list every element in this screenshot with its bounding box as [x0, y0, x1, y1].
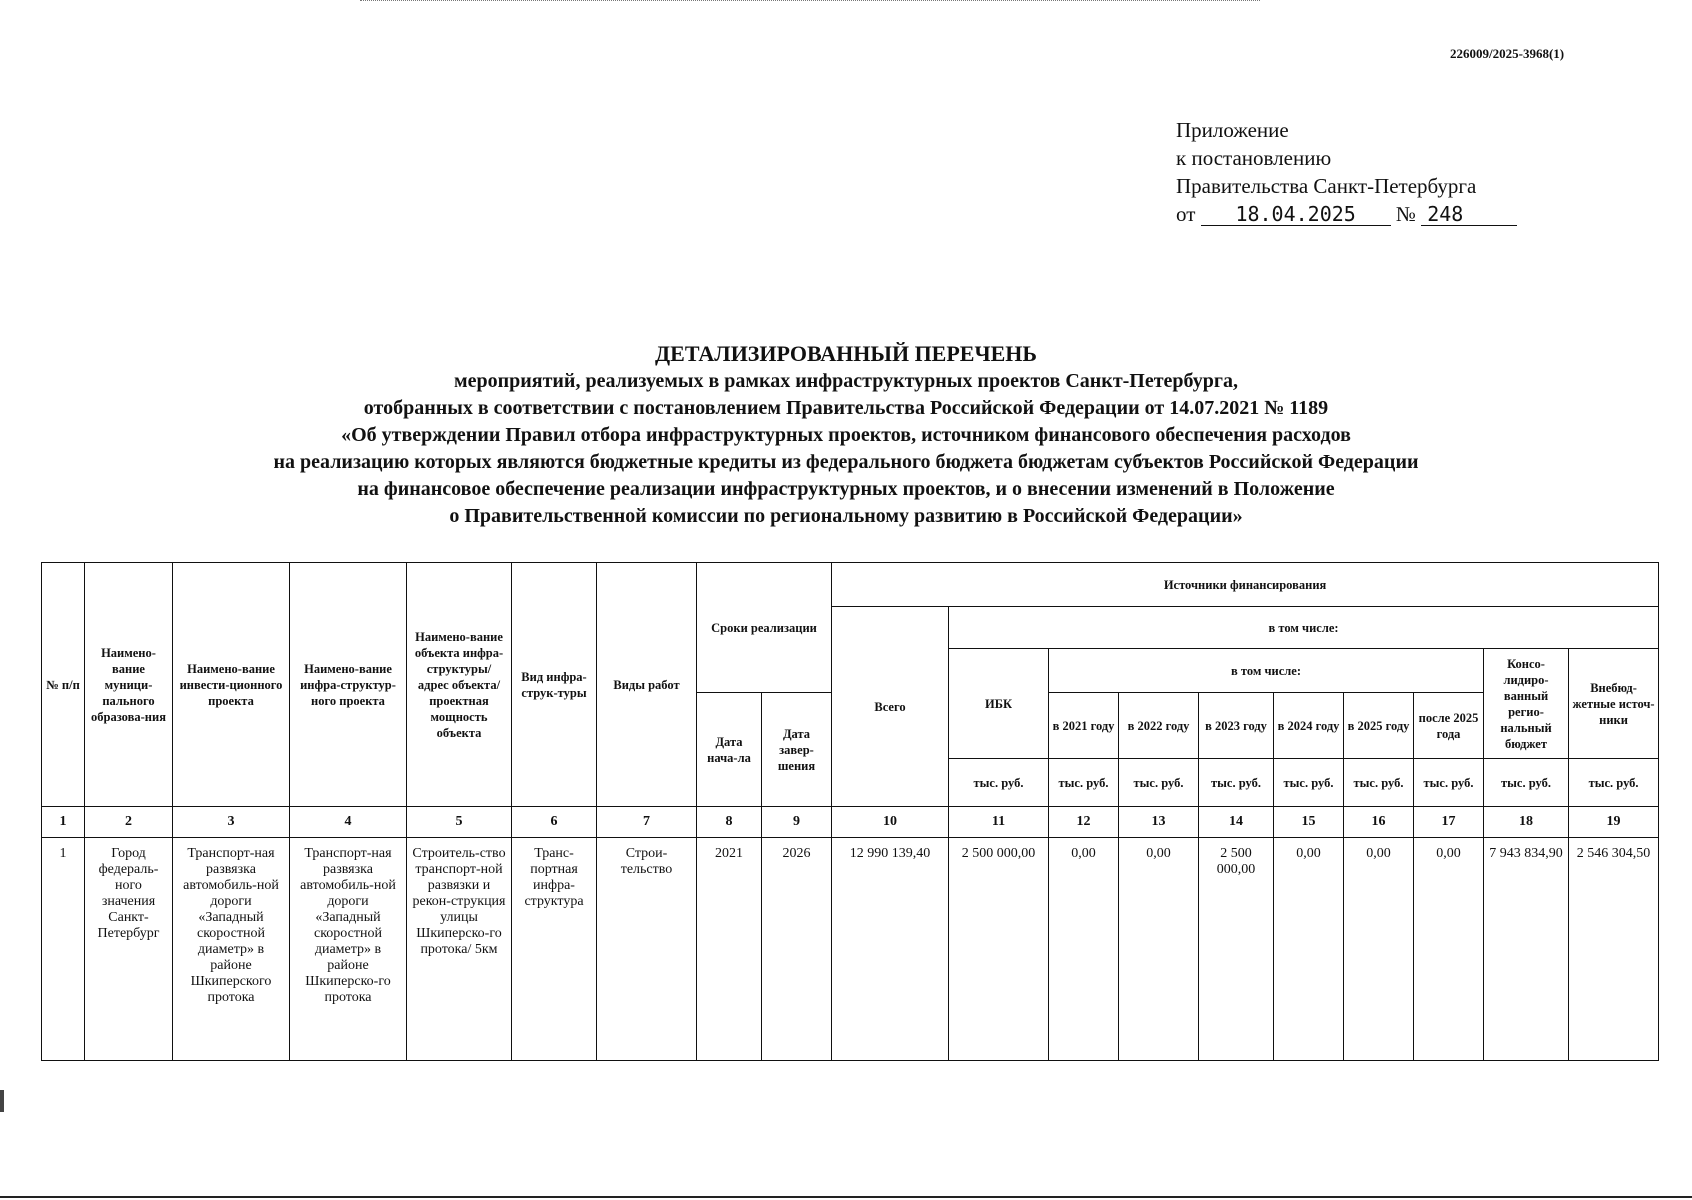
cell-object: Строитель-ство транспорт-ной развязки и рекон-струкция улицы Шкиперско-го протока/ 5км — [407, 838, 512, 1061]
header-object: Наимено-вание объекта инфра-структуры/ адрес объекта/ проектная мощность объекта — [407, 563, 512, 807]
cell-num: 1 — [42, 838, 85, 1061]
header-including: в том числе: — [949, 607, 1659, 649]
unit-ibk: тыс. руб. — [949, 759, 1049, 807]
header-infra-type: Вид инфра-струк-туры — [512, 563, 597, 807]
title-line-3: «Об утверждении Правил отбора инфраструктурных проектов, источником финансового обеспечения расходов — [341, 424, 1351, 446]
cell-2025: 0,00 — [1344, 838, 1414, 1061]
unit-2021: тыс. руб. — [1049, 759, 1119, 807]
cell-investment-project: Транспорт-ная развязка автомобиль-ной дороги «Западный скоростной диаметр» в районе Шкиперского протока — [173, 838, 290, 1061]
col-num-18: 18 — [1484, 807, 1569, 838]
from-label: от — [1176, 202, 1196, 226]
header-consolidated-budget: Консо-лидиро-ванный регио-нальный бюджет — [1484, 649, 1569, 759]
decree-number: 248 — [1421, 203, 1517, 226]
appendix-block — [1176, 116, 1556, 228]
title-line-1: мероприятий, реализуемых в рамках инфраструктурных проектов Санкт-Петербурга, — [453, 370, 1239, 392]
col-num-7: 7 — [597, 807, 697, 838]
col-num-8: 8 — [697, 807, 762, 838]
col-num-11: 11 — [949, 807, 1049, 838]
header-including-2: в том числе: — [1049, 649, 1484, 693]
header-end-date: Дата завер-шения — [762, 693, 832, 807]
cell-infra-project: Транспорт-ная развязка автомобиль-ной дороги «Западный скоростной диаметр» в районе Шкиперско-го протока — [290, 838, 407, 1061]
appendix-line-3: Правительства Санкт-Петербурга — [1176, 174, 1477, 198]
header-terms: Сроки реализации — [697, 563, 832, 693]
cell-ibk: 2 500 000,00 — [949, 838, 1049, 1061]
header-year-2021: в 2021 году — [1049, 693, 1119, 759]
appendix-line-2: к постановлению — [1176, 146, 1332, 170]
col-num-4: 4 — [290, 807, 407, 838]
header-after-2025: после 2025 года — [1414, 693, 1484, 759]
cell-extrabudgetary: 2 546 304,50 — [1569, 838, 1659, 1061]
col-num-1: 1 — [42, 807, 85, 838]
col-num-12: 12 — [1049, 807, 1119, 838]
unit-extrabudgetary: тыс. руб. — [1569, 759, 1659, 807]
unit-after-2025: тыс. руб. — [1414, 759, 1484, 807]
cell-work-type: Строи-тельство — [597, 838, 697, 1061]
document-title — [40, 340, 1652, 530]
col-num-16: 16 — [1344, 807, 1414, 838]
cell-2023: 2 500 000,00 — [1199, 838, 1274, 1061]
registration-number: 226009/2025-3968(1) — [1450, 46, 1565, 61]
header-extrabudgetary: Внебюд-жетные источ-ники — [1569, 649, 1659, 759]
projects-table — [41, 562, 1659, 1061]
col-num-14: 14 — [1199, 807, 1274, 838]
col-num-10: 10 — [832, 807, 949, 838]
header-num: № п/п — [42, 563, 85, 807]
unit-2023: тыс. руб. — [1199, 759, 1274, 807]
cell-infra-type: Транс-портная инфра-структура — [512, 838, 597, 1061]
header-year-2025: в 2025 году — [1344, 693, 1414, 759]
header-sources: Источники финансирования — [832, 563, 1659, 607]
col-num-6: 6 — [512, 807, 597, 838]
number-label: № — [1395, 202, 1416, 226]
header-total: Всего — [832, 607, 949, 807]
header-infra-project: Наимено-вание инфра-структур-ного проекта — [290, 563, 407, 807]
title-main: ДЕТАЛИЗИРОВАННЫЙ ПЕРЕЧЕНЬ — [655, 341, 1037, 366]
header-investment-project: Наимено-вание инвести-ционного проекта — [173, 563, 290, 807]
unit-consolidated: тыс. руб. — [1484, 759, 1569, 807]
col-num-2: 2 — [85, 807, 173, 838]
cell-after-2025: 0,00 — [1414, 838, 1484, 1061]
title-line-5: на финансовое обеспечение реализации инфраструктурных проектов, и о внесении изменений в Положение — [357, 478, 1335, 500]
header-year-2024: в 2024 году — [1274, 693, 1344, 759]
unit-2022: тыс. руб. — [1119, 759, 1199, 807]
col-num-3: 3 — [173, 807, 290, 838]
cell-total: 12 990 139,40 — [832, 838, 949, 1061]
scan-top-artifact — [360, 0, 1260, 3]
cell-municipality: Город федераль-ного значения Санкт-Петербург — [85, 838, 173, 1061]
header-municipality: Наимено-вание муници-пального образова-ния — [85, 563, 173, 807]
col-num-19: 19 — [1569, 807, 1659, 838]
header-start-date: Дата нача-ла — [697, 693, 762, 807]
cell-consolidated: 7 943 834,90 — [1484, 838, 1569, 1061]
title-line-4: на реализацию которых являются бюджетные кредиты из федерального бюджета бюджетам субъектов Российской Федерации — [273, 451, 1419, 473]
cell-start: 2021 — [697, 838, 762, 1061]
header-ibk: ИБК — [949, 649, 1049, 759]
table-row — [42, 838, 1659, 1061]
unit-2024: тыс. руб. — [1274, 759, 1344, 807]
title-line-6: о Правительственной комиссии по региональному развитию в Российской Федерации» — [449, 505, 1243, 527]
header-work-types: Виды работ — [597, 563, 697, 807]
cell-2022: 0,00 — [1119, 838, 1199, 1061]
cell-end: 2026 — [762, 838, 832, 1061]
col-num-15: 15 — [1274, 807, 1344, 838]
appendix-line-1: Приложение — [1176, 118, 1289, 142]
scan-edge-mark — [0, 1090, 4, 1112]
unit-2025: тыс. руб. — [1344, 759, 1414, 807]
scan-bottom-edge — [0, 1196, 1692, 1198]
decree-date: 18.04.2025 — [1201, 203, 1391, 226]
title-line-2: отобранных в соответствии с постановлением Правительства Российской Федерации от 14.07.2021 № 1189 — [363, 397, 1329, 419]
col-num-9: 9 — [762, 807, 832, 838]
cell-2021: 0,00 — [1049, 838, 1119, 1061]
col-num-17: 17 — [1414, 807, 1484, 838]
header-year-2022: в 2022 году — [1119, 693, 1199, 759]
column-numbers-row — [42, 807, 1659, 838]
cell-2024: 0,00 — [1274, 838, 1344, 1061]
header-year-2023: в 2023 году — [1199, 693, 1274, 759]
col-num-5: 5 — [407, 807, 512, 838]
col-num-13: 13 — [1119, 807, 1199, 838]
appendix-date-line — [1176, 200, 1556, 228]
